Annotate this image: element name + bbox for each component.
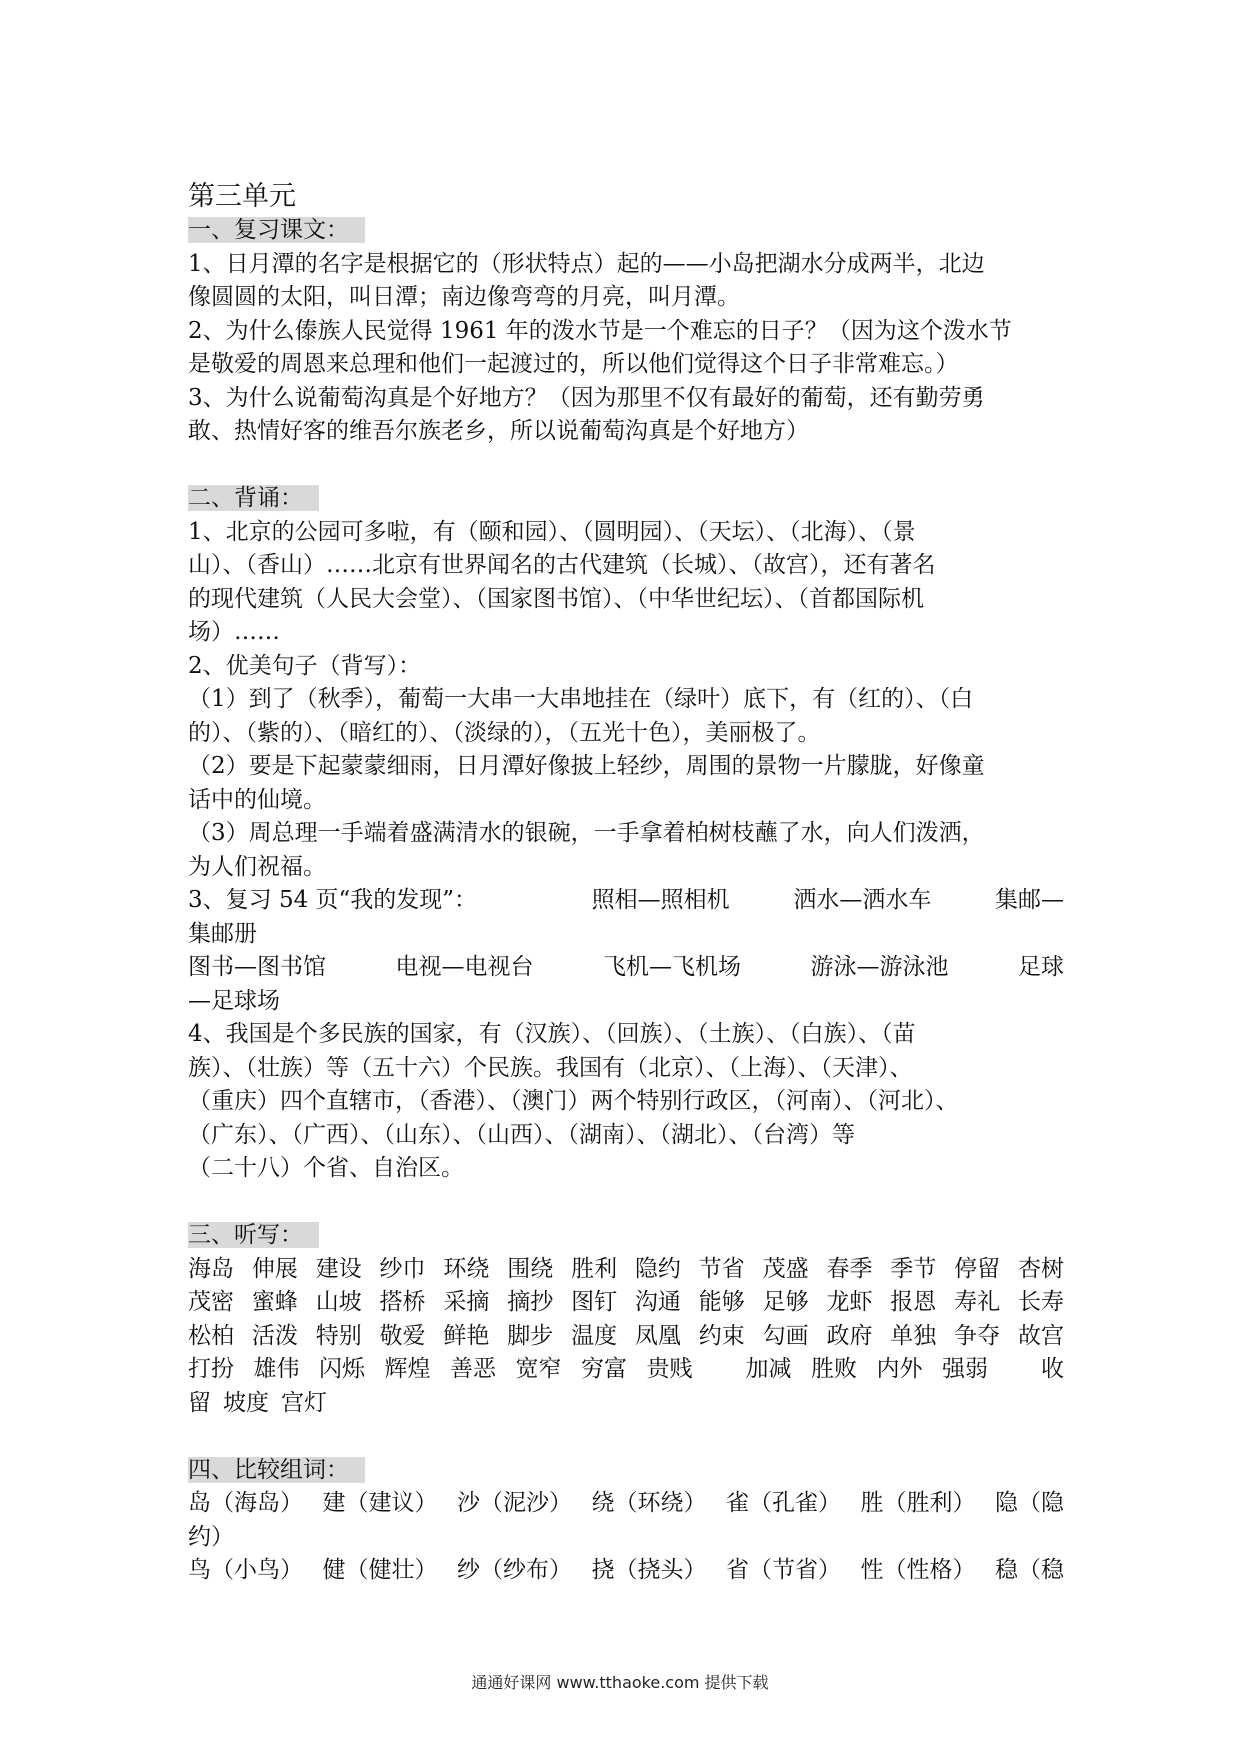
text-line: 像圆圆的太阳，叫日潭；南边像弯弯的月亮，叫月潭。 [188, 284, 740, 310]
dictation-word: 松柏 [188, 1322, 234, 1349]
compare-item: 稳（稳 [995, 1557, 1064, 1583]
text-line: 话中的仙境。 [188, 786, 326, 813]
dictation-word: 采摘 [443, 1289, 490, 1315]
text-line: 4、我国是个多民族的国家，有（汉族）、（回族）、（土族）、（白族）、（苗 [188, 1021, 916, 1047]
dictation-word: 建设 [315, 1255, 362, 1282]
dictation-word: 单独 [890, 1322, 937, 1349]
text-line: 2、为什么傣族人民觉得 1961 年的泼水节是一个难忘的日子？（因为这个泼水节 [188, 317, 1012, 344]
dictation-word: 足够 [762, 1289, 809, 1315]
discover-item: 洒水—洒水车 [793, 887, 932, 913]
dictation-word: 寿礼 [954, 1289, 1001, 1315]
dictation-word: 沟通 [634, 1289, 681, 1315]
dictation-word: 季节 [890, 1255, 937, 1282]
dictation-word: 围绕 [507, 1255, 554, 1282]
dictation-word: 温度 [571, 1322, 618, 1349]
dictation-word: 蜜蜂 [251, 1289, 298, 1315]
text-line: （广东）、（广西）、（山东）、（山西）、（湖南）、（湖北）、（台湾）等 [188, 1121, 855, 1148]
dictation-row [188, 1286, 1064, 1320]
compare-item: 健（健壮） [322, 1557, 438, 1583]
dictation-word: 善恶 [450, 1356, 496, 1382]
discover-row [188, 884, 1064, 918]
dictation-word: 摘抄 [507, 1289, 554, 1315]
text-line: 族）、（壮族）等（五十六）个民族。我国有（北京）、（上海）、（天津）、 [188, 1054, 913, 1081]
dictation-word: 环绕 [443, 1255, 490, 1282]
dictation-word: 宫灯 [281, 1389, 327, 1416]
dictation-word: 活泼 [251, 1322, 298, 1349]
compare-item: 胜（胜利） [860, 1490, 976, 1516]
dictation-words [188, 1253, 1064, 1421]
dictation-word: 伸展 [251, 1255, 298, 1282]
section-heading-text: 二、背诵： [188, 485, 319, 511]
text-line: 3、为什么说葡萄沟真是个好地方？（因为那里不仅有最好的葡萄，还有勤劳勇 [188, 384, 985, 411]
discover-item: 游泳—游泳池 [810, 954, 949, 980]
dictation-word: 政府 [826, 1322, 873, 1349]
compare-item: 沙（泥沙） [457, 1490, 572, 1516]
section-heading-compare [188, 1454, 1064, 1488]
compare-item: 性（性格） [860, 1557, 976, 1583]
dictation-word: 雄伟 [253, 1356, 300, 1382]
text-line: 敢、热情好客的维吾尔族老乡，所以说葡萄沟真是个好地方） [188, 418, 809, 444]
dictation-word: 宽窄 [515, 1356, 562, 1382]
dictation-word: 凤凰 [634, 1322, 681, 1349]
dictation-word: 辉煌 [384, 1356, 431, 1382]
unit-title: 第三单元 [188, 181, 296, 212]
dictation-word: 图钉 [571, 1289, 618, 1315]
text-line: 的）、（紫的）、（暗红的）、（淡绿的），（五光十色），美丽极了。 [188, 719, 821, 746]
text-line: （3）周总理一手端着盛满清水的银碗，一手拿着柏树枝蘸了水，向人们泼洒， [188, 820, 985, 846]
dictation-word: 隐约 [634, 1255, 681, 1282]
dictation-word: 勾画 [762, 1322, 809, 1349]
dictation-word: 故宫 [1017, 1322, 1064, 1349]
text-line: 1、日月潭的名字是根据它的（形状特点）起的——小岛把湖水分成两半，北边 [188, 250, 985, 277]
dictation-row [188, 1387, 1064, 1421]
text-line: 集邮册 [188, 920, 257, 947]
dictation-word: 贵贱 [646, 1356, 693, 1382]
recite-lines [188, 516, 1064, 1186]
discover-item: 电视—电视台 [395, 954, 534, 980]
discover-item: 飞机—飞机场 [603, 954, 741, 980]
text-line: （2）要是下起蒙蒙细雨，日月潭好像披上轻纱，周围的景物一片朦胧，好像童 [188, 753, 985, 779]
text-line: —足球场 [188, 987, 280, 1014]
compare-item: 鸟（小鸟） [188, 1557, 303, 1583]
dictation-word: 停留 [954, 1255, 1001, 1282]
compare-item: 省（节省） [726, 1557, 841, 1583]
section-heading-recite [188, 482, 1064, 516]
review-lines [188, 248, 1064, 449]
discover-row [188, 951, 1064, 985]
dictation-word: 杏树 [1017, 1255, 1064, 1282]
discover-item: 照相—照相机 [591, 887, 730, 913]
dictation-word: 胜利 [571, 1255, 618, 1282]
document-body [188, 180, 1064, 1588]
dictation-word [712, 1353, 726, 1387]
text-line: 为人们祝福。 [188, 853, 326, 880]
dictation-word: 坡度 [223, 1389, 269, 1416]
dictation-row [188, 1320, 1064, 1354]
section-heading-dictation [188, 1219, 1064, 1253]
dictation-word: 留 [188, 1389, 211, 1416]
text-line: 1、北京的公园可多啦，有（颐和园）、（圆明园）、（天坛）、（北海）、（景 [188, 518, 916, 545]
dictation-row [188, 1253, 1064, 1287]
compare-item: 雀（孔雀） [726, 1490, 841, 1516]
discover-item: 足球 [1018, 954, 1064, 980]
compare-item: 隐（隐 [995, 1490, 1064, 1516]
dictation-word: 脚步 [507, 1322, 554, 1349]
dictation-word: 加减 [745, 1356, 792, 1382]
dictation-word: 山坡 [315, 1289, 362, 1315]
text-line: 是敬爱的周恩来总理和他们一起渡过的，所以他们觉得这个日子非常难忘。） [188, 351, 959, 377]
compare-row [188, 1487, 1064, 1521]
dictation-word: 搭桥 [379, 1289, 426, 1315]
dictation-row [188, 1353, 1064, 1387]
dictation-word: 龙虾 [826, 1289, 873, 1315]
text-line: （1）到了（秋季），葡萄一大串一大串地挂在（绿叶）底下，有（红的）、（白 [188, 686, 974, 712]
dictation-word: 内外 [876, 1356, 923, 1382]
compare-row [188, 1554, 1064, 1588]
dictation-word: 鲜艳 [443, 1322, 490, 1349]
text-line: 约） [188, 1523, 234, 1550]
text-line: 山）、（香山）……北京有世界闻名的古代建筑（长城）、（故宫），还有著名 [188, 552, 936, 578]
dictation-word: 报恩 [890, 1289, 937, 1315]
dictation-word: 胜败 [811, 1356, 857, 1382]
dictation-word: 春季 [826, 1255, 873, 1282]
dictation-word: 茂密 [188, 1289, 234, 1315]
dictation-word: 能够 [698, 1289, 745, 1315]
compare-item: 绕（环绕） [591, 1490, 707, 1516]
discover-prefix: 3、复习 54 页“我的发现”： [188, 887, 478, 913]
text-line: 的现代建筑（人民大会堂）、（国家图书馆）、（中华世纪坛）、（首都国际机 [188, 585, 924, 612]
dictation-word: 打扮 [188, 1356, 234, 1382]
dictation-word: 争夺 [954, 1322, 1001, 1349]
dictation-word: 闪烁 [319, 1356, 365, 1382]
compare-item: 岛（海岛） [188, 1490, 303, 1516]
dictation-word: 长寿 [1017, 1289, 1064, 1315]
section-heading-text: 三、听写： [188, 1222, 319, 1248]
dictation-word: 特别 [315, 1322, 362, 1349]
page-footer: 通通好课网 www.tthaoke.com 提供下载 [471, 1673, 769, 1692]
dictation-word: 约束 [698, 1322, 745, 1349]
section-heading-text: 一、复习课文： [188, 217, 365, 243]
discover-item: 图书—图书馆 [188, 954, 326, 980]
section-heading-review [188, 214, 1064, 248]
dictation-word: 强弱 [942, 1356, 988, 1382]
compare-item: 纱（纱布） [457, 1557, 572, 1583]
dictation-word: 海岛 [188, 1255, 234, 1282]
dictation-word: 茂盛 [762, 1255, 809, 1282]
dictation-word: 节省 [698, 1255, 745, 1282]
dictation-word: 穷富 [581, 1356, 627, 1382]
section-heading-text: 四、比较组词： [188, 1457, 365, 1483]
dictation-word: 纱巾 [379, 1255, 426, 1282]
compare-item: 挠（挠头） [591, 1557, 707, 1583]
text-line: 场）…… [188, 619, 280, 645]
text-line: （二十八）个省、自治区。 [188, 1155, 464, 1181]
text-line: （重庆）四个直辖市，（香港）、（澳门）两个特别行政区，（河南）、（河北）、 [188, 1088, 959, 1114]
text-line: 2、优美句子（背写）： [188, 652, 422, 679]
dictation-word [1008, 1353, 1022, 1387]
dictation-word: 敬爱 [379, 1322, 426, 1349]
discover-item: 集邮— [994, 887, 1064, 913]
compare-item: 建（建议） [322, 1490, 438, 1516]
dictation-word: 收 [1041, 1356, 1064, 1382]
